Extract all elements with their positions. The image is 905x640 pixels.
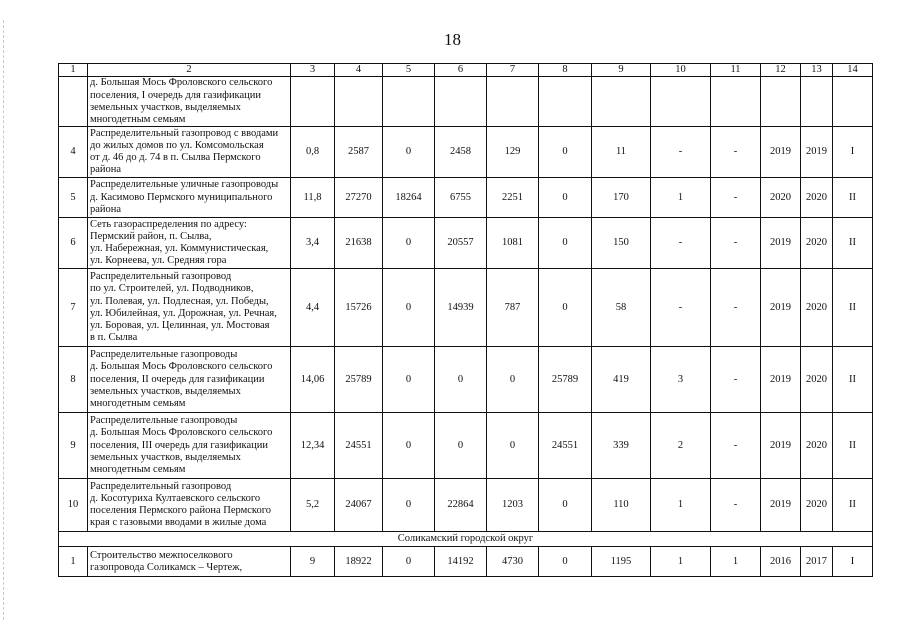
table-cell: 787 [487, 269, 539, 347]
table-cell: 2017 [801, 547, 833, 577]
column-header: 6 [435, 64, 487, 77]
table-cell: 2019 [761, 347, 801, 413]
table-cell: 14192 [435, 547, 487, 577]
table-cell: 0 [383, 413, 435, 479]
table-cell: 170 [592, 178, 651, 218]
table-cell: 0 [539, 479, 592, 532]
table-cell: 419 [592, 347, 651, 413]
table-cell: 18264 [383, 178, 435, 218]
row-number-cell [59, 77, 88, 127]
table-cell: 2020 [801, 218, 833, 269]
description-line: Распределительный газопровод [90, 480, 232, 492]
table-cell: 2019 [761, 218, 801, 269]
table-cell: 2020 [801, 347, 833, 413]
table-cell: 11 [592, 127, 651, 178]
table-cell: - [711, 347, 761, 413]
table-cell: 2458 [435, 127, 487, 178]
table-cell: 3,4 [291, 218, 335, 269]
description-line: по ул. Строителей, ул. Подводников, [90, 283, 254, 295]
description-line: ул. Боровая, ул. Целинная, ул. Мостовая [90, 319, 270, 331]
table-cell: 6755 [435, 178, 487, 218]
table-cell [539, 77, 592, 127]
table-row [59, 269, 873, 347]
table-cell: 2020 [801, 479, 833, 532]
table-cell: - [711, 127, 761, 178]
table-cell: 150 [592, 218, 651, 269]
table-cell: 0 [435, 347, 487, 413]
description-line: Распределительные газопроводы [90, 415, 238, 427]
table-cell: II [833, 218, 873, 269]
table-cell: 1203 [487, 479, 539, 532]
description-line: д. Касимово Пермского муниципального [90, 191, 273, 203]
description-line: поселения Пермского района Пермского [90, 505, 271, 517]
description-line: поселения, III очередь для газификации [90, 439, 269, 451]
table-cell: 14939 [435, 269, 487, 347]
table-cell: - [711, 413, 761, 479]
table-cell: II [833, 269, 873, 347]
gas-pipeline-table [58, 63, 873, 577]
table-cell: 5,2 [291, 479, 335, 532]
object-description-cell [88, 547, 291, 577]
table-cell: 110 [592, 479, 651, 532]
description-line: района [90, 203, 122, 215]
table-cell: 2020 [761, 178, 801, 218]
table-cell: 14,06 [291, 347, 335, 413]
table-cell: 2019 [801, 127, 833, 178]
description-line: Распределительный газопровод с вводами [90, 127, 279, 139]
table-cell: 2 [651, 413, 711, 479]
table-cell: 0 [383, 269, 435, 347]
description-line: д. Большая Мось Фроловского сельского [90, 361, 273, 373]
table-cell [487, 77, 539, 127]
description-line: многодетным семьям [90, 464, 186, 475]
table-cell: 0,8 [291, 127, 335, 178]
description-line: района [90, 164, 122, 176]
table-cell [711, 77, 761, 127]
table-cell [833, 77, 873, 127]
table-cell: - [651, 127, 711, 178]
table-cell: 2587 [335, 127, 383, 178]
row-number-cell: 6 [59, 218, 88, 269]
table-cell: 0 [435, 413, 487, 479]
table-cell: 0 [539, 218, 592, 269]
table-cell: 58 [592, 269, 651, 347]
description-line: Сеть газораспределения по адресу: [90, 218, 247, 230]
description-line: в п. Сылва [90, 332, 138, 344]
table-cell: 2016 [761, 547, 801, 577]
description-line: Строительство межпоселкового [90, 549, 233, 561]
table-cell: 0 [539, 178, 592, 218]
table-cell: 2020 [801, 178, 833, 218]
table-cell: 2019 [761, 269, 801, 347]
table-cell: 1 [651, 547, 711, 577]
section-header-row [59, 532, 873, 547]
description-line: поселения, II очередь для газификации [90, 373, 265, 385]
description-line: многодетным семьям [90, 398, 186, 409]
description-line: земельных участков, выделяемых [90, 385, 241, 397]
table-cell: 129 [487, 127, 539, 178]
table-row [59, 413, 873, 479]
table-cell: 25789 [335, 347, 383, 413]
column-header: 10 [651, 64, 711, 77]
object-description-cell [88, 127, 291, 178]
table-cell [335, 77, 383, 127]
table-cell [383, 77, 435, 127]
table-cell: 2019 [761, 127, 801, 178]
description-line: поселения, I очередь для газификации [90, 89, 262, 101]
column-number-header-row [59, 64, 873, 77]
table-row [59, 479, 873, 532]
column-header: 7 [487, 64, 539, 77]
table-cell: 2020 [801, 269, 833, 347]
table-cell: II [833, 413, 873, 479]
table-cell: 11,8 [291, 178, 335, 218]
row-number-cell: 10 [59, 479, 88, 532]
table-cell: 1 [651, 178, 711, 218]
table-cell: 0 [539, 269, 592, 347]
object-description-cell [88, 479, 291, 532]
description-line: ул. Полевая, ул. Подлесная, ул. Победы, [90, 295, 269, 307]
table-row [59, 547, 873, 577]
table-cell: - [651, 269, 711, 347]
table-cell: II [833, 347, 873, 413]
table-cell: 0 [383, 218, 435, 269]
table-cell: 27270 [335, 178, 383, 218]
column-header: 13 [801, 64, 833, 77]
description-line: многодетным семьям [90, 113, 186, 125]
column-header: 3 [291, 64, 335, 77]
row-number-cell: 8 [59, 347, 88, 413]
object-description-cell [88, 218, 291, 269]
table-cell: 4,4 [291, 269, 335, 347]
column-header: 5 [383, 64, 435, 77]
description-line: Распределительные уличные газопроводы [90, 179, 279, 191]
description-line: Распределительные газопроводы [90, 349, 238, 361]
object-description-cell [88, 77, 291, 127]
table-cell: 25789 [539, 347, 592, 413]
table-cell [435, 77, 487, 127]
object-description-cell [88, 347, 291, 413]
table-cell: 15726 [335, 269, 383, 347]
table-cell: 3 [651, 347, 711, 413]
column-header: 1 [59, 64, 88, 77]
table-cell [801, 77, 833, 127]
description-line: земельных участков, выделяемых [90, 101, 241, 113]
table-cell: 9 [291, 547, 335, 577]
table-cell [291, 77, 335, 127]
description-line: газопровода Соликамск – Чертеж, [90, 561, 243, 573]
table-row [59, 218, 873, 269]
table-cell: 1 [711, 547, 761, 577]
row-number-cell: 5 [59, 178, 88, 218]
table-cell: 339 [592, 413, 651, 479]
table-row [59, 347, 873, 413]
table-row [59, 178, 873, 218]
description-line: ул. Набережная, ул. Коммунистическая, [90, 243, 269, 255]
table-cell: 21638 [335, 218, 383, 269]
table-cell: 1195 [592, 547, 651, 577]
table-cell: II [833, 479, 873, 532]
table-cell: I [833, 547, 873, 577]
description-line: д. Большая Мось Фроловского сельского [90, 427, 273, 439]
page-edge-line [3, 20, 5, 620]
description-line: края с газовыми вводами в жилые дома [90, 517, 267, 529]
table-cell: 0 [487, 413, 539, 479]
description-line: ул. Юбилейная, ул. Дорожная, ул. Речная, [90, 307, 277, 319]
description-line: Распределительный газопровод [90, 271, 232, 283]
table-cell: 1081 [487, 218, 539, 269]
table-cell: 0 [383, 347, 435, 413]
column-header: 11 [711, 64, 761, 77]
row-number-cell: 4 [59, 127, 88, 178]
table-cell: 2020 [801, 413, 833, 479]
table-cell [651, 77, 711, 127]
table-cell [592, 77, 651, 127]
table-cell: 20557 [435, 218, 487, 269]
description-line: ул. Корнеева, ул. Средняя гора [90, 255, 227, 267]
table-row [59, 127, 873, 178]
table-cell: - [651, 218, 711, 269]
table-cell: 24551 [335, 413, 383, 479]
table-cell: 24067 [335, 479, 383, 532]
table-cell: 2019 [761, 413, 801, 479]
column-header: 9 [592, 64, 651, 77]
page-number: 18 [444, 30, 461, 49]
table-cell: 24551 [539, 413, 592, 479]
table-row [59, 77, 873, 127]
column-header: 4 [335, 64, 383, 77]
table-cell: 18922 [335, 547, 383, 577]
table-cell: 0 [539, 127, 592, 178]
table-cell: 0 [383, 127, 435, 178]
description-line: до жилых домов по ул. Комсомольская [90, 140, 264, 151]
table-cell: 4730 [487, 547, 539, 577]
table-cell: 12,34 [291, 413, 335, 479]
row-number-cell: 7 [59, 269, 88, 347]
description-line: от д. 46 до д. 74 в п. Сылва Пермского [90, 152, 261, 164]
table-cell: 22864 [435, 479, 487, 532]
column-header: 8 [539, 64, 592, 77]
description-line: земельных участков, выделяемых [90, 451, 241, 463]
table-cell [761, 77, 801, 127]
object-description-cell [88, 413, 291, 479]
table-cell: - [711, 178, 761, 218]
table-cell: - [711, 218, 761, 269]
column-header: 14 [833, 64, 873, 77]
object-description-cell [88, 269, 291, 347]
table-cell: I [833, 127, 873, 178]
table-cell: - [711, 479, 761, 532]
table-cell: 2251 [487, 178, 539, 218]
table-cell: II [833, 178, 873, 218]
table-cell: 1 [651, 479, 711, 532]
column-header: 12 [761, 64, 801, 77]
row-number-cell: 9 [59, 413, 88, 479]
table-cell: 0 [383, 547, 435, 577]
column-header: 2 [88, 64, 291, 77]
description-line: д. Большая Мось Фроловского сельского [90, 77, 273, 89]
description-line: Пермский район, п. Сылва, [90, 231, 212, 242]
section-title: Соликамский городской округ [59, 532, 873, 547]
table-cell: 2019 [761, 479, 801, 532]
table-cell: 0 [383, 479, 435, 532]
object-description-cell [88, 178, 291, 218]
table-cell: 0 [539, 547, 592, 577]
row-number-cell: 1 [59, 547, 88, 577]
description-line: д. Косотуриха Култаевского сельского [90, 493, 261, 504]
table-cell: 0 [487, 347, 539, 413]
table-cell: - [711, 269, 761, 347]
